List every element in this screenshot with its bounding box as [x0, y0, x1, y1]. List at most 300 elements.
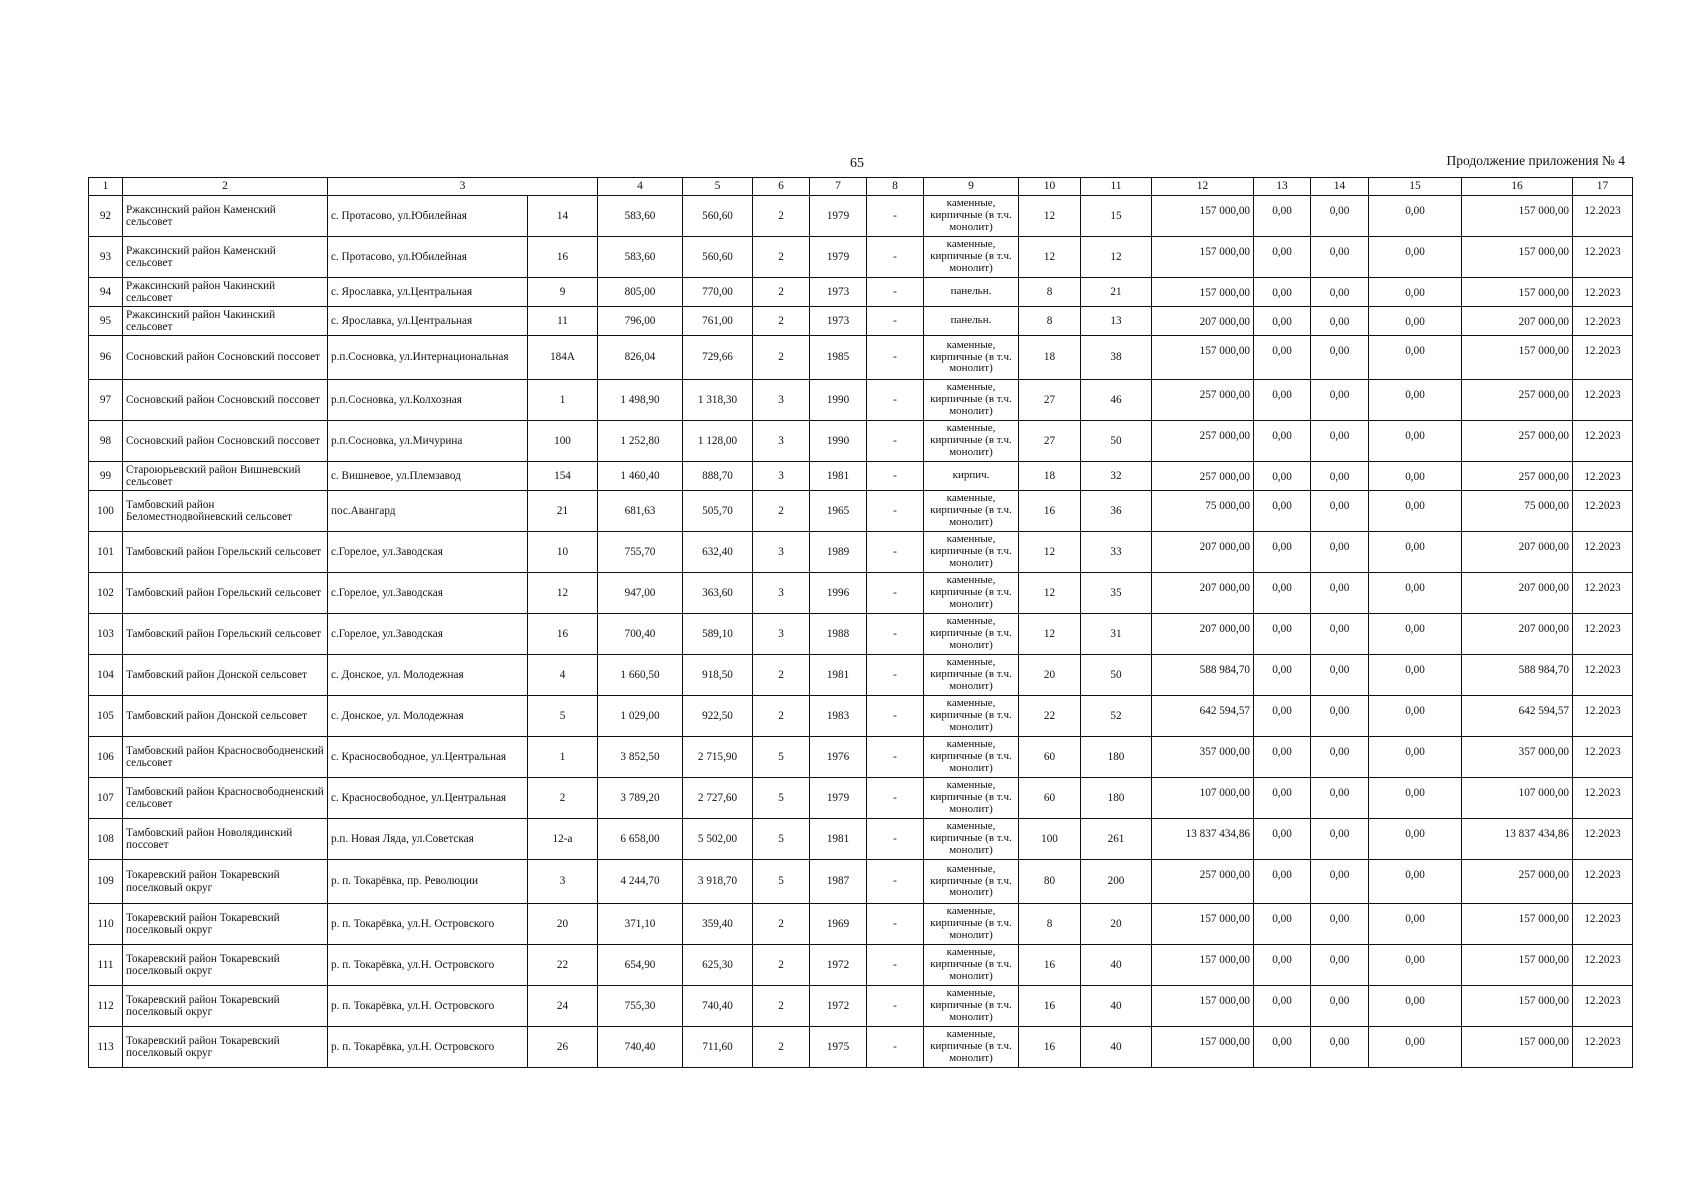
column-13-cell: 0,00 — [1254, 278, 1311, 307]
municipality-cell: Токаревский район Токаревский поселковый округ — [123, 860, 328, 904]
cost-column-16-cell: 13 837 434,86 — [1462, 819, 1573, 860]
column-11-cell: 180 — [1081, 778, 1152, 819]
cost-column-16-cell: 207 000,00 — [1462, 307, 1573, 336]
year-built-cell: 1988 — [810, 614, 867, 655]
column-10-cell: 18 — [1019, 336, 1081, 380]
address-cell: р.п.Сосновка, ул.Интернациональная — [328, 336, 528, 380]
page-number: 65 — [850, 156, 864, 171]
wall-material-cell: панельн. — [924, 307, 1019, 336]
municipality-cell: Тамбовский район Беломестнодвойневский сельсовет — [123, 491, 328, 532]
floors-cell: 2 — [753, 904, 810, 945]
cost-total-cell: 157 000,00 — [1152, 986, 1254, 1027]
completion-date-cell: 12.2023 — [1573, 336, 1633, 380]
cost-total-cell: 207 000,00 — [1152, 573, 1254, 614]
floors-cell: 3 — [753, 421, 810, 462]
house-number-cell: 14 — [528, 196, 598, 237]
column-header: 3 — [328, 178, 598, 196]
column-14-cell: 0,00 — [1311, 278, 1369, 307]
address-cell: с. Протасово, ул.Юбилейная — [328, 196, 528, 237]
floors-cell: 2 — [753, 696, 810, 737]
column-10-cell: 27 — [1019, 421, 1081, 462]
column-8-cell: - — [867, 491, 924, 532]
table-row — [89, 336, 1633, 380]
column-14-cell: 0,00 — [1311, 614, 1369, 655]
column-11-cell: 38 — [1081, 336, 1152, 380]
completion-date-cell: 12.2023 — [1573, 860, 1633, 904]
address-cell: р.п.Сосновка, ул.Колхозная — [328, 380, 528, 421]
year-built-cell: 1975 — [810, 1027, 867, 1068]
column-14-cell: 0,00 — [1311, 196, 1369, 237]
total-area-cell: 755,30 — [598, 986, 683, 1027]
floors-cell: 5 — [753, 819, 810, 860]
column-header: 15 — [1369, 178, 1462, 196]
address-cell: с. Ярославка, ул.Центральная — [328, 307, 528, 336]
wall-material-cell: каменные, кирпичные (в т.ч. монолит) — [924, 986, 1019, 1027]
table-row — [89, 532, 1633, 573]
row-number-cell: 112 — [89, 986, 123, 1027]
column-15-cell: 0,00 — [1369, 380, 1462, 421]
address-cell: с. Донское, ул. Молодежная — [328, 655, 528, 696]
table-row — [89, 778, 1633, 819]
completion-date-cell: 12.2023 — [1573, 307, 1633, 336]
address-cell: р. п. Токарёвка, ул.Н. Островского — [328, 945, 528, 986]
address-cell: с.Горелое, ул.Заводская — [328, 614, 528, 655]
column-11-cell: 36 — [1081, 491, 1152, 532]
column-header: 7 — [810, 178, 867, 196]
column-13-cell: 0,00 — [1254, 196, 1311, 237]
floors-cell: 2 — [753, 986, 810, 1027]
table-row — [89, 278, 1633, 307]
column-8-cell: - — [867, 573, 924, 614]
cost-total-cell: 257 000,00 — [1152, 462, 1254, 491]
table-row — [89, 462, 1633, 491]
column-15-cell: 0,00 — [1369, 696, 1462, 737]
municipality-cell: Токаревский район Токаревский поселковый округ — [123, 945, 328, 986]
year-built-cell: 1981 — [810, 819, 867, 860]
living-area-cell: 560,60 — [683, 196, 753, 237]
wall-material-cell: каменные, кирпичные (в т.ч. монолит) — [924, 696, 1019, 737]
column-15-cell: 0,00 — [1369, 819, 1462, 860]
total-area-cell: 681,63 — [598, 491, 683, 532]
column-11-cell: 33 — [1081, 532, 1152, 573]
column-15-cell: 0,00 — [1369, 1027, 1462, 1068]
row-number-cell: 93 — [89, 237, 123, 278]
column-8-cell: - — [867, 336, 924, 380]
total-area-cell: 1 252,80 — [598, 421, 683, 462]
cost-total-cell: 157 000,00 — [1152, 904, 1254, 945]
row-number-cell: 107 — [89, 778, 123, 819]
column-8-cell: - — [867, 421, 924, 462]
cost-total-cell: 642 594,57 — [1152, 696, 1254, 737]
floors-cell: 2 — [753, 1027, 810, 1068]
wall-material-cell: каменные, кирпичные (в т.ч. монолит) — [924, 336, 1019, 380]
municipality-cell: Сосновский район Сосновский поссовет — [123, 336, 328, 380]
year-built-cell: 1979 — [810, 237, 867, 278]
total-area-cell: 805,00 — [598, 278, 683, 307]
house-number-cell: 12-а — [528, 819, 598, 860]
municipality-cell: Тамбовский район Донской сельсовет — [123, 696, 328, 737]
cost-column-16-cell: 207 000,00 — [1462, 614, 1573, 655]
column-14-cell: 0,00 — [1311, 380, 1369, 421]
address-cell: с. Протасово, ул.Юбилейная — [328, 237, 528, 278]
column-15-cell: 0,00 — [1369, 655, 1462, 696]
column-11-cell: 52 — [1081, 696, 1152, 737]
table-row — [89, 573, 1633, 614]
column-10-cell: 12 — [1019, 532, 1081, 573]
table-row — [89, 819, 1633, 860]
column-15-cell: 0,00 — [1369, 237, 1462, 278]
column-8-cell: - — [867, 904, 924, 945]
column-13-cell: 0,00 — [1254, 307, 1311, 336]
house-number-cell: 20 — [528, 904, 598, 945]
column-11-cell: 40 — [1081, 1027, 1152, 1068]
address-cell: с.Горелое, ул.Заводская — [328, 573, 528, 614]
municipality-cell: Токаревский район Токаревский поселковый округ — [123, 1027, 328, 1068]
house-number-cell: 12 — [528, 573, 598, 614]
column-14-cell: 0,00 — [1311, 737, 1369, 778]
table-row — [89, 307, 1633, 336]
column-8-cell: - — [867, 380, 924, 421]
floors-cell: 2 — [753, 655, 810, 696]
municipality-cell: Тамбовский район Красносвободненский сельсовет — [123, 778, 328, 819]
completion-date-cell: 12.2023 — [1573, 696, 1633, 737]
column-15-cell: 0,00 — [1369, 945, 1462, 986]
column-14-cell: 0,00 — [1311, 421, 1369, 462]
cost-total-cell: 157 000,00 — [1152, 945, 1254, 986]
year-built-cell: 1979 — [810, 778, 867, 819]
living-area-cell: 922,50 — [683, 696, 753, 737]
total-area-cell: 1 029,00 — [598, 696, 683, 737]
wall-material-cell: каменные, кирпичные (в т.ч. монолит) — [924, 778, 1019, 819]
column-10-cell: 12 — [1019, 573, 1081, 614]
total-area-cell: 947,00 — [598, 573, 683, 614]
column-10-cell: 60 — [1019, 737, 1081, 778]
house-number-cell: 1 — [528, 737, 598, 778]
column-15-cell: 0,00 — [1369, 196, 1462, 237]
column-14-cell: 0,00 — [1311, 819, 1369, 860]
address-cell: с. Донское, ул. Молодежная — [328, 696, 528, 737]
column-10-cell: 8 — [1019, 904, 1081, 945]
column-14-cell: 0,00 — [1311, 860, 1369, 904]
living-area-cell: 505,70 — [683, 491, 753, 532]
living-area-cell: 1 318,30 — [683, 380, 753, 421]
table-row — [89, 860, 1633, 904]
column-11-cell: 40 — [1081, 986, 1152, 1027]
completion-date-cell: 12.2023 — [1573, 237, 1633, 278]
column-15-cell: 0,00 — [1369, 986, 1462, 1027]
wall-material-cell: каменные, кирпичные (в т.ч. монолит) — [924, 819, 1019, 860]
header-row — [89, 178, 1633, 196]
living-area-cell: 918,50 — [683, 655, 753, 696]
cost-column-16-cell: 157 000,00 — [1462, 278, 1573, 307]
appendix-caption: Продолжение приложения № 4 — [1446, 153, 1625, 168]
living-area-cell: 888,70 — [683, 462, 753, 491]
municipality-cell: Токаревский район Токаревский поселковый округ — [123, 904, 328, 945]
column-14-cell: 0,00 — [1311, 307, 1369, 336]
column-8-cell: - — [867, 614, 924, 655]
year-built-cell: 1976 — [810, 737, 867, 778]
column-13-cell: 0,00 — [1254, 573, 1311, 614]
wall-material-cell: каменные, кирпичные (в т.ч. монолит) — [924, 237, 1019, 278]
table-row — [89, 614, 1633, 655]
column-14-cell: 0,00 — [1311, 655, 1369, 696]
year-built-cell: 1972 — [810, 986, 867, 1027]
living-area-cell: 2 715,90 — [683, 737, 753, 778]
column-15-cell: 0,00 — [1369, 421, 1462, 462]
completion-date-cell: 12.2023 — [1573, 532, 1633, 573]
total-area-cell: 755,70 — [598, 532, 683, 573]
municipality-cell: Сосновский район Сосновский поссовет — [123, 380, 328, 421]
wall-material-cell: каменные, кирпичные (в т.ч. монолит) — [924, 380, 1019, 421]
table-row — [89, 421, 1633, 462]
municipality-cell: Ржаксинский район Чакинский сельсовет — [123, 278, 328, 307]
column-15-cell: 0,00 — [1369, 278, 1462, 307]
cost-total-cell: 75 000,00 — [1152, 491, 1254, 532]
column-10-cell: 27 — [1019, 380, 1081, 421]
total-area-cell: 583,60 — [598, 196, 683, 237]
row-number-cell: 110 — [89, 904, 123, 945]
floors-cell: 2 — [753, 196, 810, 237]
house-number-cell: 100 — [528, 421, 598, 462]
column-header: 17 — [1573, 178, 1633, 196]
cost-total-cell: 157 000,00 — [1152, 1027, 1254, 1068]
row-number-cell: 99 — [89, 462, 123, 491]
row-number-cell: 104 — [89, 655, 123, 696]
wall-material-cell: каменные, кирпичные (в т.ч. монолит) — [924, 860, 1019, 904]
row-number-cell: 101 — [89, 532, 123, 573]
column-13-cell: 0,00 — [1254, 819, 1311, 860]
floors-cell: 2 — [753, 945, 810, 986]
column-10-cell: 22 — [1019, 696, 1081, 737]
floors-cell: 3 — [753, 462, 810, 491]
floors-cell: 5 — [753, 737, 810, 778]
municipality-cell: Сосновский район Сосновский поссовет — [123, 421, 328, 462]
wall-material-cell: каменные, кирпичные (в т.ч. монолит) — [924, 532, 1019, 573]
floors-cell: 2 — [753, 278, 810, 307]
address-cell: р. п. Токарёвка, ул.Н. Островского — [328, 1027, 528, 1068]
house-number-cell: 5 — [528, 696, 598, 737]
completion-date-cell: 12.2023 — [1573, 1027, 1633, 1068]
wall-material-cell: каменные, кирпичные (в т.ч. монолит) — [924, 196, 1019, 237]
address-cell: с. Вишневое, ул.Племзавод — [328, 462, 528, 491]
municipality-cell: Тамбовский район Красносвободненский сельсовет — [123, 737, 328, 778]
municipality-cell: Ржаксинский район Каменский сельсовет — [123, 196, 328, 237]
column-header: 11 — [1081, 178, 1152, 196]
column-15-cell: 0,00 — [1369, 573, 1462, 614]
wall-material-cell: каменные, кирпичные (в т.ч. монолит) — [924, 655, 1019, 696]
column-15-cell: 0,00 — [1369, 462, 1462, 491]
table-row — [89, 196, 1633, 237]
column-15-cell: 0,00 — [1369, 737, 1462, 778]
year-built-cell: 1987 — [810, 860, 867, 904]
cost-total-cell: 157 000,00 — [1152, 336, 1254, 380]
column-8-cell: - — [867, 737, 924, 778]
column-header: 6 — [753, 178, 810, 196]
wall-material-cell: кирпич. — [924, 462, 1019, 491]
column-15-cell: 0,00 — [1369, 491, 1462, 532]
table-row — [89, 1027, 1633, 1068]
row-number-cell: 105 — [89, 696, 123, 737]
completion-date-cell: 12.2023 — [1573, 737, 1633, 778]
year-built-cell: 1996 — [810, 573, 867, 614]
cost-total-cell: 207 000,00 — [1152, 614, 1254, 655]
house-number-cell: 24 — [528, 986, 598, 1027]
row-number-cell: 106 — [89, 737, 123, 778]
total-area-cell: 3 852,50 — [598, 737, 683, 778]
row-number-cell: 102 — [89, 573, 123, 614]
completion-date-cell: 12.2023 — [1573, 462, 1633, 491]
column-15-cell: 0,00 — [1369, 614, 1462, 655]
address-cell: с. Красносвободное, ул.Центральная — [328, 737, 528, 778]
house-number-cell: 10 — [528, 532, 598, 573]
row-number-cell: 111 — [89, 945, 123, 986]
column-10-cell: 20 — [1019, 655, 1081, 696]
cost-column-16-cell: 75 000,00 — [1462, 491, 1573, 532]
living-area-cell: 711,60 — [683, 1027, 753, 1068]
total-area-cell: 3 789,20 — [598, 778, 683, 819]
column-header: 5 — [683, 178, 753, 196]
wall-material-cell: каменные, кирпичные (в т.ч. монолит) — [924, 1027, 1019, 1068]
column-8-cell: - — [867, 532, 924, 573]
column-10-cell: 12 — [1019, 614, 1081, 655]
cost-column-16-cell: 107 000,00 — [1462, 778, 1573, 819]
column-15-cell: 0,00 — [1369, 778, 1462, 819]
row-number-cell: 113 — [89, 1027, 123, 1068]
column-8-cell: - — [867, 696, 924, 737]
wall-material-cell: каменные, кирпичные (в т.ч. монолит) — [924, 904, 1019, 945]
floors-cell: 2 — [753, 237, 810, 278]
column-11-cell: 13 — [1081, 307, 1152, 336]
year-built-cell: 1990 — [810, 380, 867, 421]
cost-total-cell: 357 000,00 — [1152, 737, 1254, 778]
cost-total-cell: 257 000,00 — [1152, 380, 1254, 421]
row-number-cell: 96 — [89, 336, 123, 380]
column-14-cell: 0,00 — [1311, 778, 1369, 819]
column-header: 9 — [924, 178, 1019, 196]
column-13-cell: 0,00 — [1254, 945, 1311, 986]
floors-cell: 5 — [753, 860, 810, 904]
column-13-cell: 0,00 — [1254, 380, 1311, 421]
cost-column-16-cell: 588 984,70 — [1462, 655, 1573, 696]
column-8-cell: - — [867, 196, 924, 237]
table-row — [89, 491, 1633, 532]
table-row — [89, 696, 1633, 737]
house-number-cell: 21 — [528, 491, 598, 532]
column-header: 12 — [1152, 178, 1254, 196]
row-number-cell: 109 — [89, 860, 123, 904]
column-8-cell: - — [867, 237, 924, 278]
total-area-cell: 796,00 — [598, 307, 683, 336]
completion-date-cell: 12.2023 — [1573, 904, 1633, 945]
completion-date-cell: 12.2023 — [1573, 945, 1633, 986]
wall-material-cell: каменные, кирпичные (в т.ч. монолит) — [924, 491, 1019, 532]
buildings-table — [88, 177, 1633, 1068]
living-area-cell: 2 727,60 — [683, 778, 753, 819]
table-row — [89, 655, 1633, 696]
row-number-cell: 92 — [89, 196, 123, 237]
column-13-cell: 0,00 — [1254, 462, 1311, 491]
wall-material-cell: панельн. — [924, 278, 1019, 307]
column-13-cell: 0,00 — [1254, 696, 1311, 737]
column-header: 1 — [89, 178, 123, 196]
column-15-cell: 0,00 — [1369, 307, 1462, 336]
completion-date-cell: 12.2023 — [1573, 819, 1633, 860]
cost-column-16-cell: 257 000,00 — [1462, 380, 1573, 421]
row-number-cell: 95 — [89, 307, 123, 336]
table-row — [89, 945, 1633, 986]
column-11-cell: 21 — [1081, 278, 1152, 307]
wall-material-cell: каменные, кирпичные (в т.ч. монолит) — [924, 614, 1019, 655]
row-number-cell: 94 — [89, 278, 123, 307]
column-10-cell: 80 — [1019, 860, 1081, 904]
column-13-cell: 0,00 — [1254, 778, 1311, 819]
living-area-cell: 729,66 — [683, 336, 753, 380]
cost-total-cell: 257 000,00 — [1152, 860, 1254, 904]
column-10-cell: 16 — [1019, 986, 1081, 1027]
cost-column-16-cell: 257 000,00 — [1462, 462, 1573, 491]
wall-material-cell: каменные, кирпичные (в т.ч. монолит) — [924, 421, 1019, 462]
column-13-cell: 0,00 — [1254, 237, 1311, 278]
address-cell: пос.Авангард — [328, 491, 528, 532]
column-header: 13 — [1254, 178, 1311, 196]
column-14-cell: 0,00 — [1311, 904, 1369, 945]
column-14-cell: 0,00 — [1311, 573, 1369, 614]
column-14-cell: 0,00 — [1311, 532, 1369, 573]
column-10-cell: 8 — [1019, 278, 1081, 307]
house-number-cell: 11 — [528, 307, 598, 336]
completion-date-cell: 12.2023 — [1573, 778, 1633, 819]
total-area-cell: 826,04 — [598, 336, 683, 380]
year-built-cell: 1965 — [810, 491, 867, 532]
living-area-cell: 632,40 — [683, 532, 753, 573]
column-13-cell: 0,00 — [1254, 737, 1311, 778]
cost-total-cell: 157 000,00 — [1152, 278, 1254, 307]
living-area-cell: 770,00 — [683, 278, 753, 307]
column-11-cell: 32 — [1081, 462, 1152, 491]
column-13-cell: 0,00 — [1254, 614, 1311, 655]
municipality-cell: Староюрьевский район Вишневский сельсовет — [123, 462, 328, 491]
address-cell: р. п. Токарёвка, ул.Н. Островского — [328, 986, 528, 1027]
column-14-cell: 0,00 — [1311, 237, 1369, 278]
completion-date-cell: 12.2023 — [1573, 491, 1633, 532]
address-cell: р.п.Сосновка, ул.Мичурина — [328, 421, 528, 462]
column-10-cell: 16 — [1019, 945, 1081, 986]
municipality-cell: Тамбовский район Горельский сельсовет — [123, 614, 328, 655]
living-area-cell: 589,10 — [683, 614, 753, 655]
total-area-cell: 654,90 — [598, 945, 683, 986]
living-area-cell: 363,60 — [683, 573, 753, 614]
column-14-cell: 0,00 — [1311, 336, 1369, 380]
column-11-cell: 261 — [1081, 819, 1152, 860]
living-area-cell: 3 918,70 — [683, 860, 753, 904]
cost-column-16-cell: 642 594,57 — [1462, 696, 1573, 737]
table-row — [89, 737, 1633, 778]
column-13-cell: 0,00 — [1254, 421, 1311, 462]
floors-cell: 2 — [753, 491, 810, 532]
column-header: 4 — [598, 178, 683, 196]
house-number-cell: 16 — [528, 614, 598, 655]
address-cell: с.Горелое, ул.Заводская — [328, 532, 528, 573]
wall-material-cell: каменные, кирпичные (в т.ч. монолит) — [924, 945, 1019, 986]
cost-total-cell: 157 000,00 — [1152, 237, 1254, 278]
column-15-cell: 0,00 — [1369, 860, 1462, 904]
wall-material-cell: каменные, кирпичные (в т.ч. монолит) — [924, 737, 1019, 778]
cost-column-16-cell: 157 000,00 — [1462, 1027, 1573, 1068]
cost-total-cell: 588 984,70 — [1152, 655, 1254, 696]
column-11-cell: 50 — [1081, 421, 1152, 462]
column-11-cell: 31 — [1081, 614, 1152, 655]
municipality-cell: Тамбовский район Донской сельсовет — [123, 655, 328, 696]
